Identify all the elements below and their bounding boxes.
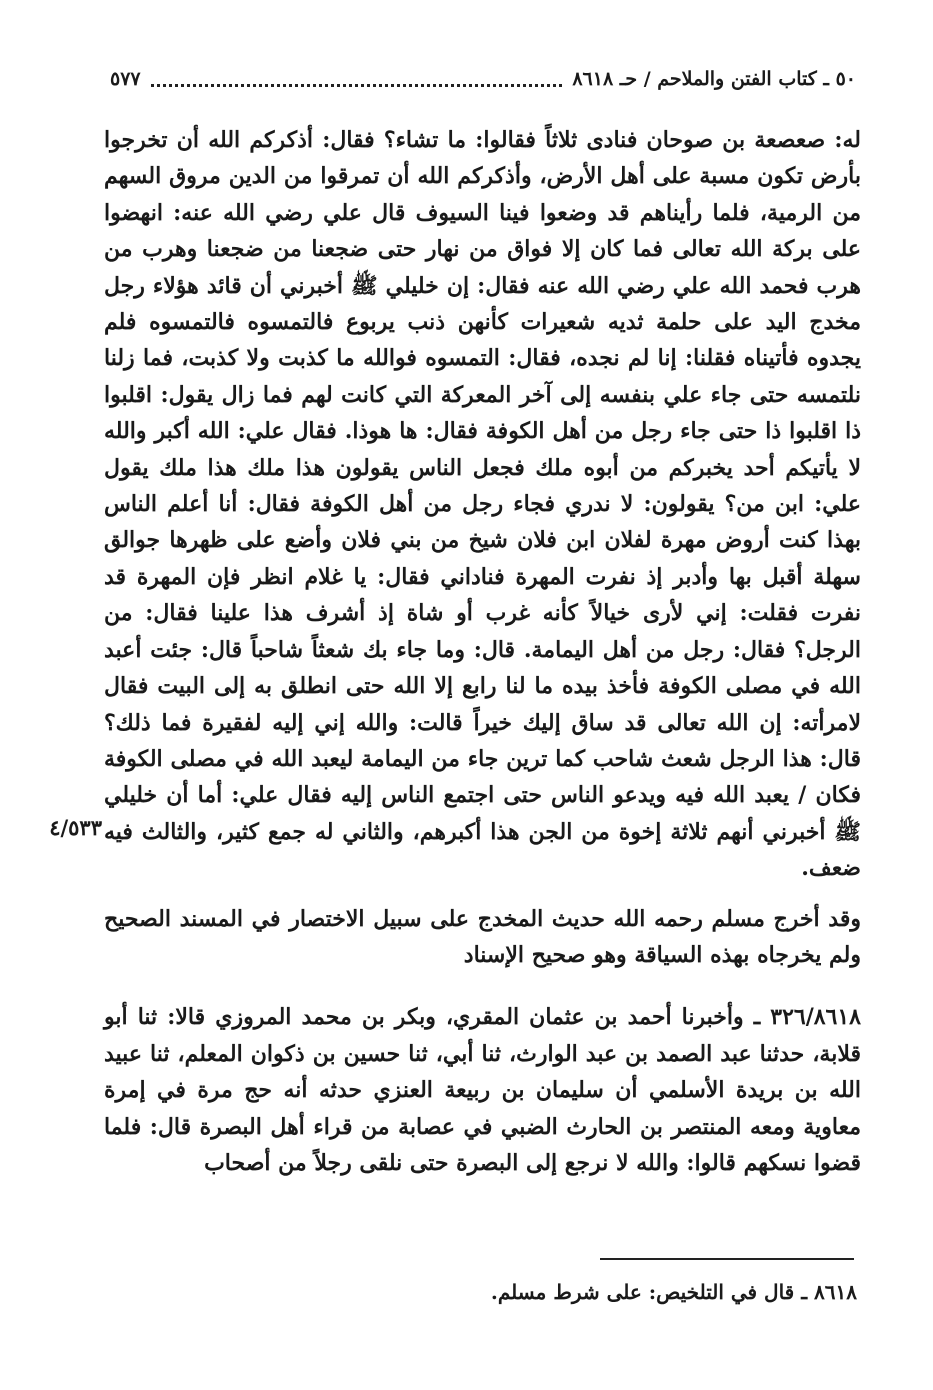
page-header <box>110 60 856 98</box>
paragraph-hadith-continuation: له: صعصعة بن صوحان فنادى ثلاثاً فقالوا: ما تشاء؟ فقال: أذكركم الله أن تخرجوا بأرض تكون مسبة على أهل الأرض، وأذكركم الله أن تمرقوا من الدين مروق السهم من الرمية، فلما رأيناهم قد وضعوا فينا السيوف قال علي رضي الله عنه: انهضوا على بركة الله تعالى فما كان إلا فواق من نهار حتى ضجعنا من ضجعنا وهرب من هرب فحمد الله علي رضي الله عنه فقال: إن خليلي ﷺ أخبرني أن قائد هؤلاء رجل مخدج اليد على حلمة ثديه شعيرات كأنهن ذنب يربوع فالتمسوه فالتمسوه فلم يجدوه فأتيناه فقلنا: إنا لم نجده، فقال: التمسوه فوالله ما كذبت ولا كذبت، فما زلنا نلتمسه حتى جاء علي بنفسه إلى آخر المعركة التي كانت لهم فما زال يقول: اقلبوا ذا اقلبوا ذا حتى جاء رجل من أهل الكوفة فقال: ها هوذا. فقال علي: الله أكبر والله لا يأتيكم أحد يخبركم من أبوه ملك فجعل الناس يقولون هذا ملك هذا ملك يقول علي: ابن من؟ يقولون: لا ندري فجاء رجل من أهل الكوفة فقال: أنا أعلم الناس بهذا كنت أروض مهرة لفلان ابن فلان شيخ من بني فلان وأضع على ظهرها جوالق سهلة أقبل بها وأدبر إذ نفرت المهرة فناداني فقال: يا غلام انظر فإن المهرة قد نفرت فقلت: إني لأرى خيالاً كأنه غرب أو شاة إذ أشرف هذا علينا فقال: من الرجل؟ فقال: رجل من أهل اليمامة. قال: وما جاء بك شعثاً شاحباً قال: جئت أعبد الله في مصلى الكوفة فأخذ بيده ما لنا رابع إلا الله حتى انطلق به إلى البيت فقال لامرأته: إن الله تعالى قد ساق إليك خيراً قالت: والله إني إليه لفقيرة فما ذلك؟ قال: هذا الرجل شعث شاحب كما ترين جاء من اليمامة ليعبد الله في مصلى الكوفة فكان / يعبد الله فيه ويدعو الناس حتى اجتمع الناس إليه فقال علي: أما أن خليلي ﷺ أخبرني أنهم ثلاثة إخوة من الجن هذا أكبرهم، والثاني له جمع كثير، والثالث فيه ضعف. <box>104 127 861 882</box>
page-number: ٥٧٧ <box>110 68 141 90</box>
header-dot-leader <box>151 72 563 87</box>
footnote-separator <box>600 1258 854 1260</box>
running-title: ٥٠ ـ كتاب الفتن والملاحم / حـ ٨٦١٨ <box>572 68 856 90</box>
main-text <box>104 122 861 1181</box>
margin-volume-reference: ٤/٥٣٣ <box>49 815 102 840</box>
footnote: ٨٦١٨ ـ قال في التلخيص: على شرط مسلم. <box>490 1280 857 1304</box>
paragraph-hadith-8618: ٣٢٦/٨٦١٨ ـ وأخبرنا أحمد بن عثمان المقري، وبكر بن محمد المروزي قالا: ثنا أبو قلابة، حدثنا عبد الصمد بن عبد الوارث، ثنا أبي، ثنا حسين بن ذكوان المعلم، ثنا عبيد الله بن بريدة الأسلمي أن سليمان بن ربيعة العنزي حدثه أنه حج مرة في إمرة معاوية ومعه المنتصر بن الحارث الضبي في عصابة من قراء أهل البصرة قال: فلما قضوا نسكهم قالوا: والله لا نرجع إلى البصرة حتى نلقى رجلاً من أصحاب <box>104 1004 861 1176</box>
paragraph-commentary: وقد أخرج مسلم رحمه الله حديث المخدج على سبيل الاختصار في المسند الصحيح ولم يخرجاه بهذه السياقة وهو صحيح الإسناد <box>104 905 861 968</box>
